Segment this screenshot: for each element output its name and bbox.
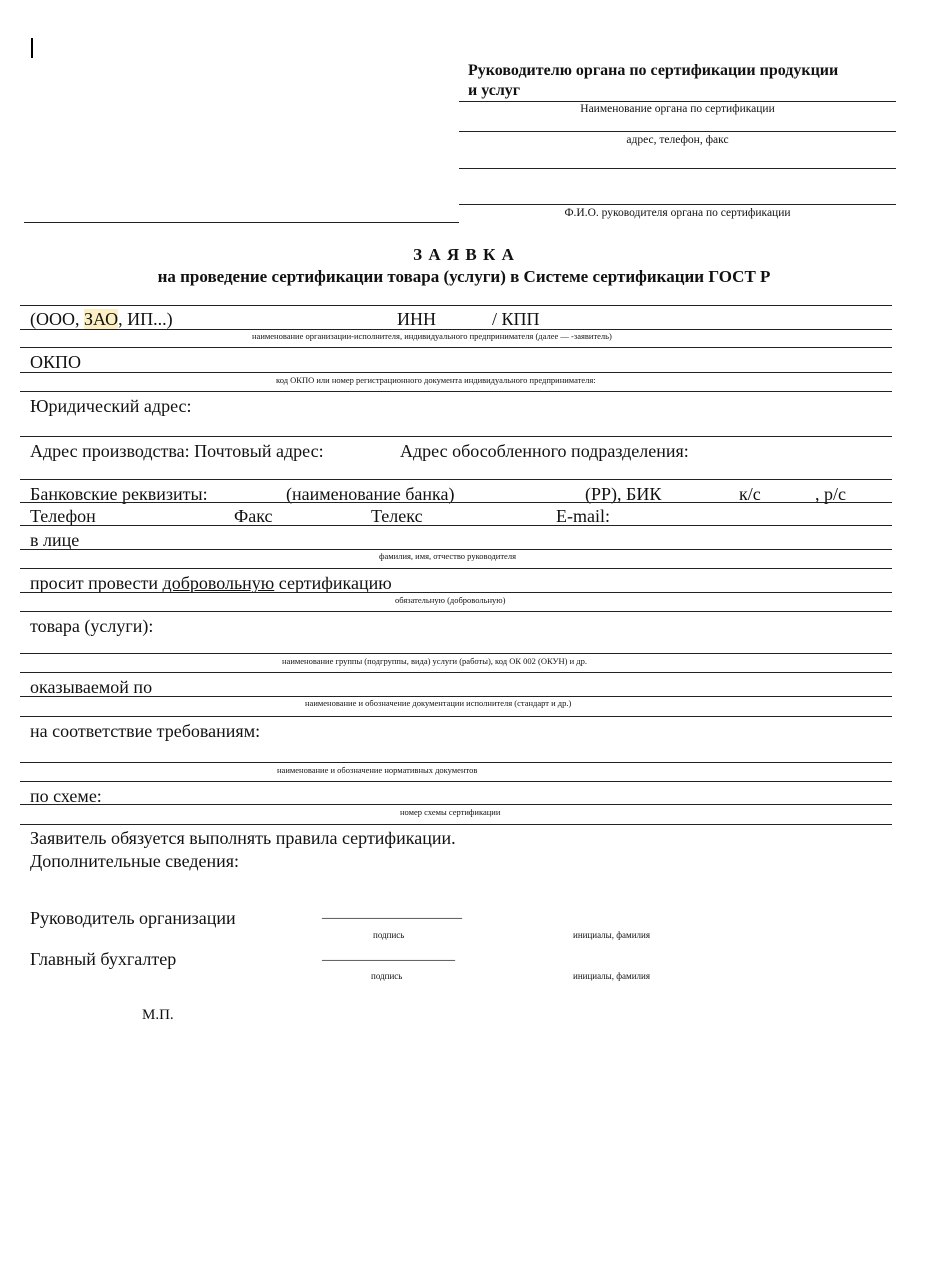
person-label: в лице <box>30 530 80 550</box>
fax-label: Факс <box>234 506 273 526</box>
request-after: сертификацию <box>274 573 392 593</box>
org-type-prefix: (ООО, <box>30 309 84 329</box>
provided-label: оказываемой по <box>30 677 153 697</box>
person-caption: фамилия, имя, отчество руководителя <box>379 551 516 561</box>
scheme-label: по схеме: <box>30 786 102 806</box>
request-line[interactable] <box>20 592 892 593</box>
head-signature-line[interactable]: ____________________ <box>322 906 462 921</box>
provided-caption: наименование и обозначение документации исполнителя (стандарт и др.) <box>305 698 572 708</box>
compliance-line[interactable] <box>20 762 892 763</box>
org-bottom-line <box>20 347 892 348</box>
bik-label: (РР), БИК <box>585 484 662 504</box>
email-label: E-mail: <box>556 506 610 526</box>
okpo-bottom-line <box>20 391 892 392</box>
addressee-contacts-line[interactable] <box>459 131 896 132</box>
obligations-line2: Дополнительные сведения: <box>30 851 240 871</box>
accountant-signature-label: Главный бухгалтер <box>30 949 177 969</box>
bank-label: Банковские реквизиты: <box>30 484 208 504</box>
addressee-name-caption: Наименование органа по сертификации <box>580 103 775 115</box>
org-type-zao: ЗАО <box>84 309 119 329</box>
okpo-line[interactable] <box>20 372 892 373</box>
kpp-label: / КПП <box>492 309 540 329</box>
obligations-line1: Заявитель обязуется выполнять правила сертификации. <box>30 828 456 848</box>
legal-address-label: Юридический адрес: <box>30 396 192 416</box>
head-signature-label: Руководитель организации <box>30 908 236 928</box>
org-top-line <box>20 305 892 306</box>
ks-label: к/с <box>739 484 761 504</box>
accountant-initials-caption: инициалы, фамилия <box>573 971 650 981</box>
rs-label: , р/с <box>815 484 846 504</box>
compliance-label: на соответствие требованиям: <box>30 721 261 741</box>
org-type-field[interactable] <box>30 309 173 330</box>
addressee-fio-line[interactable] <box>459 204 896 205</box>
provided-line[interactable] <box>20 696 892 697</box>
head-signature-caption: подпись <box>373 930 405 940</box>
bank-name-label: (наименование банка) <box>286 484 455 504</box>
inn-label: ИНН <box>397 309 436 329</box>
org-name-caption: наименование организации-исполнителя, индивидуального предпринимателя (далее — -заявитель) <box>252 331 612 341</box>
goods-label: товара (услуги): <box>30 616 154 636</box>
provided-bottom-line <box>20 716 892 717</box>
person-line[interactable] <box>20 549 892 550</box>
addressee-line1: Руководителю органа по сертификации продукции <box>468 62 839 79</box>
accountant-signature-caption: подпись <box>371 971 403 981</box>
head-initials-caption: инициалы, фамилия <box>573 930 650 940</box>
scheme-bottom-line <box>20 824 892 825</box>
addressee-name-line[interactable] <box>459 101 896 102</box>
accountant-signature-line[interactable]: ___________________ <box>322 948 455 963</box>
person-bottom-line <box>20 568 892 569</box>
okpo-caption: код ОКПО или номер регистрационного документа индивидуального предпринимателя: <box>276 375 596 385</box>
telex-label: Телекс <box>371 506 423 526</box>
phone-label: Телефон <box>30 506 96 526</box>
document-heading: З А Я В К А <box>413 245 515 264</box>
branch-address-label: Адрес обособленного подразделения: <box>400 441 689 461</box>
request-field[interactable] <box>30 573 392 594</box>
bank-line[interactable] <box>20 502 892 503</box>
request-type: добровольную <box>162 573 275 593</box>
addresses-line[interactable] <box>20 479 892 480</box>
document-subtitle: на проведение сертификации товара (услуги) в Системе сертификации ГОСТ Р <box>157 267 771 286</box>
addressee-extra-line[interactable] <box>459 168 896 169</box>
request-before: просит провести <box>30 573 163 593</box>
compliance-bottom-line <box>20 781 892 782</box>
goods-line[interactable] <box>20 653 892 654</box>
org-name-line[interactable] <box>20 329 892 330</box>
production-address-label: Адрес производства: Почтовый адрес: <box>30 441 324 461</box>
contacts-line[interactable] <box>20 525 892 526</box>
request-caption: обязательную (добровольную) <box>395 595 506 605</box>
goods-bottom-line <box>20 672 892 673</box>
request-bottom-line <box>20 611 892 612</box>
text-cursor <box>31 38 33 58</box>
legal-address-line[interactable] <box>20 436 892 437</box>
left-separator-line <box>24 222 459 223</box>
goods-caption: наименование группы (подгруппы, вида) услуги (работы), код ОК 002 (ОКУН) и др. <box>282 656 587 666</box>
scheme-line[interactable] <box>20 804 892 805</box>
compliance-caption: наименование и обозначение нормативных документов <box>277 765 478 775</box>
addressee-contacts-caption: адрес, телефон, факс <box>626 134 729 146</box>
addressee-fio-caption: Ф.И.О. руководителя органа по сертификации <box>564 207 791 219</box>
okpo-label: ОКПО <box>30 352 82 372</box>
stamp-place-label: М.П. <box>142 1007 174 1023</box>
scheme-caption: номер схемы сертификации <box>400 807 501 817</box>
addressee-line2: и услуг <box>468 82 521 99</box>
org-type-suffix: , ИП...) <box>118 309 173 329</box>
